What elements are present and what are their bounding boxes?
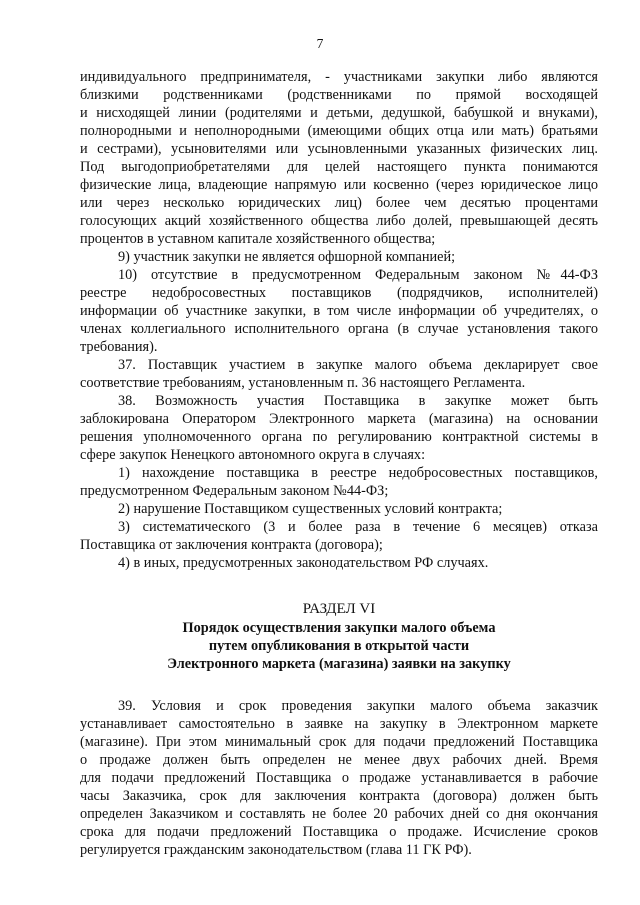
- clause-38: 38. Возможность участия Поставщика в закупке может быть: [118, 393, 598, 409]
- text-line: Под выгодоприобретателями для целей настоящего пункта понимаются: [80, 159, 598, 175]
- list-item: 4) в иных, предусмотренных законодательством РФ случаях.: [118, 555, 489, 571]
- section-title-line: Порядок осуществления закупки малого объема: [182, 620, 496, 636]
- text-line: соответствие требованиям, установленным п. 36 настоящего Регламента.: [80, 375, 526, 391]
- text-line: для подачи предложений Поставщика о продаже устанавливается в рабочие: [80, 770, 598, 786]
- list-item: 2) нарушение Поставщиком существенных условий контракта;: [118, 501, 503, 517]
- text-line: часы Заказчика, срок для заключения контракта (договора) должен быть: [80, 788, 598, 804]
- text-line: и сестрами), усыновителями или усыновленными указанных физических лиц.: [80, 141, 598, 157]
- text-line: срока для подачи предложений Поставщика о продаже. Исчисление сроков: [80, 824, 598, 840]
- text-line: индивидуального предпринимателя, - участниками закупки либо являются: [80, 69, 598, 85]
- clause-39: 39. Условия и срок проведения закупки малого объема заказчик: [118, 698, 598, 714]
- text-line: определен Заказчиком и составлять не более 20 рабочих дней со дня окончания: [80, 806, 598, 822]
- clause-37: 37. Поставщик участием в закупке малого объема декларирует свое: [118, 357, 598, 373]
- text-line: и нисходящей линии (родителями и детьми, дедушкой, бабушкой и внуками),: [80, 105, 598, 121]
- section-title-line: Электронного маркета (магазина) заявки на закупку: [167, 656, 511, 672]
- text-line: о продаже должен быть определен не менее двух рабочих дней. Время: [80, 752, 598, 768]
- list-item: 10) отсутствие в предусмотренном Федеральным законом №44-ФЗ: [118, 267, 598, 283]
- text-line: голосующих акций хозяйственного общества либо долей, превышающей десять: [80, 213, 598, 229]
- text-line: заблокирована Оператором Электронного маркета (магазина) на основании: [80, 411, 598, 427]
- text-line: реестре недобросовестных поставщиков (подрядчиков, исполнителей): [80, 285, 598, 301]
- text-line: Поставщика от заключения контракта (договора);: [80, 537, 383, 553]
- text-line: близкими родственниками (родственниками по прямой восходящей: [80, 87, 598, 103]
- text-line: информации об участнике закупки, в том числе информации об учредителях, о: [80, 303, 598, 319]
- text-line: или через несколько юридических лиц) более чем десятью процентами: [80, 195, 598, 211]
- list-item: 1) нахождение поставщика в реестре недобросовестных поставщиков,: [118, 465, 598, 481]
- list-item: 3) систематического (3 и более раза в течение 6 месяцев) отказа: [118, 519, 598, 535]
- text-line: полнородными и неполнородными (имеющими общих отца или мать) братьями: [80, 123, 598, 139]
- text-line: процентов в уставном капитале хозяйственного общества;: [80, 231, 436, 247]
- list-item: 9) участник закупки не является офшорной компанией;: [118, 249, 456, 265]
- text-line: решения уполномоченного органа по регулированию контрактной системы в: [80, 429, 598, 445]
- text-line: членах коллегиального исполнительного органа (в случае установления такого: [80, 321, 598, 337]
- section-title-line: путем опубликования в открытой части: [208, 638, 470, 654]
- section-number: РАЗДЕЛ VI: [302, 601, 376, 617]
- text-line: (магазине). При этом минимальный срок для подачи предложений Поставщика: [80, 734, 598, 750]
- text-line: требования).: [80, 339, 158, 355]
- text-line: физические лица, владеющие напрямую или косвенно (через юридическое лицо: [80, 177, 598, 193]
- text-line: сфере закупок Ненецкого автономного округа в случаях:: [80, 447, 426, 463]
- page-number: 7: [316, 36, 324, 51]
- text-line: устанавливает самостоятельно в заявке на закупку в Электронном маркете: [80, 716, 598, 732]
- text-line: предусмотренном Федеральным законом №44-ФЗ;: [80, 483, 389, 499]
- text-line: регулируется гражданским законодательством (глава 11 ГК РФ).: [80, 842, 472, 858]
